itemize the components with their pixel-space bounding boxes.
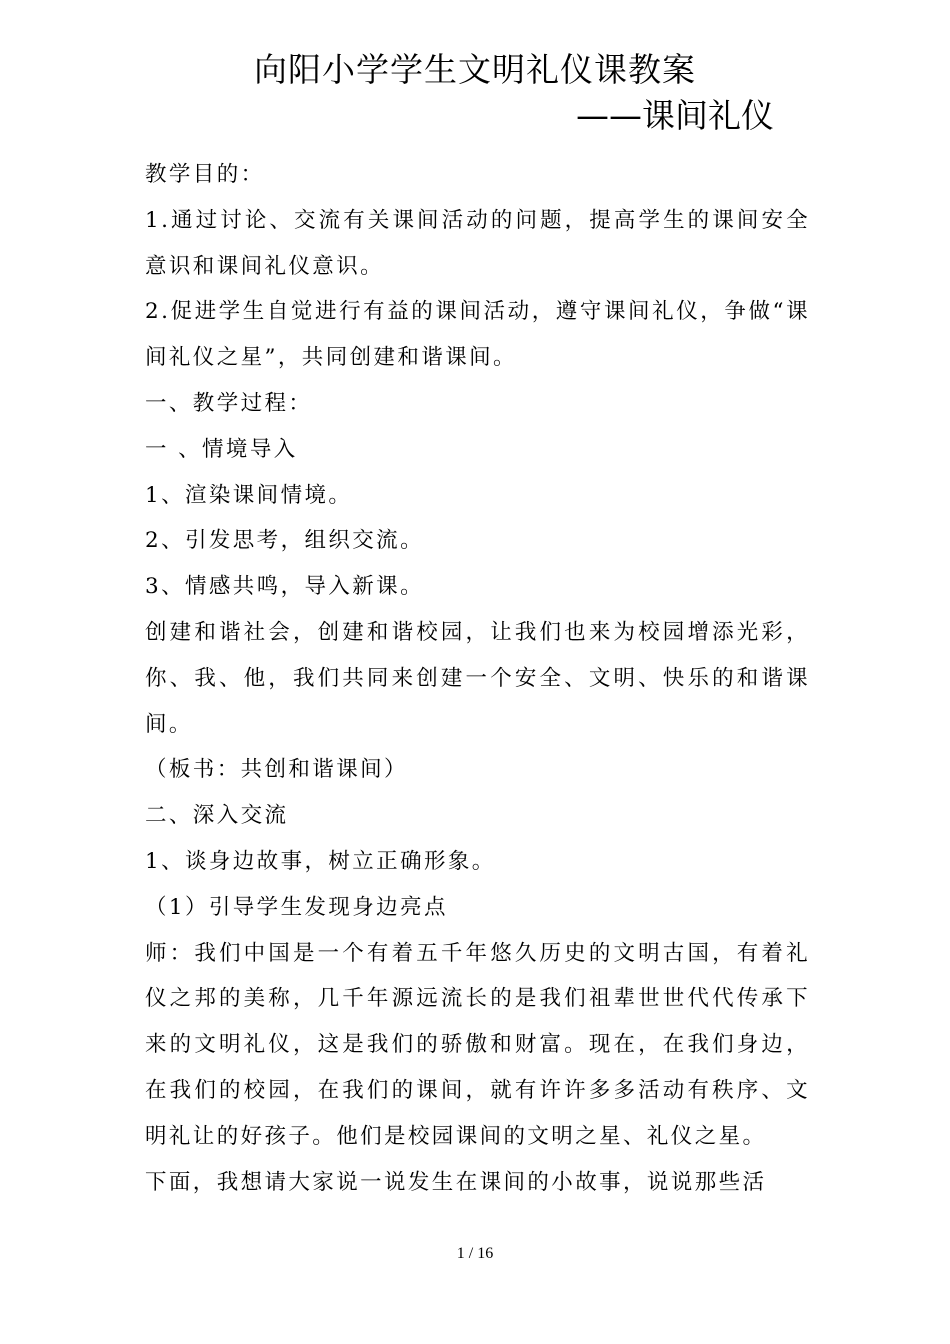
document-subtitle: ——课间礼仪 xyxy=(576,96,774,135)
page-indicator: 1 / 16 xyxy=(456,1245,494,1262)
paragraph: 2、引发思考，组织交流。 xyxy=(145,528,424,554)
paragraph: 师：我们中国是一个有着五千年悠久历史的文明古国，有着礼仪之邦的美称，几千年源远流长的是我们祖辈世世代代传承下来的文明礼仪，这是我们的骄傲和财富。现在，在我们身边，在我们的校园，在我们的课间，就有许许多多活动有秩序、文明礼让的好孩子。他们是校园课间的文明之星、礼仪之星。 xyxy=(145,940,810,1149)
paragraph: 一 、情境导入 xyxy=(145,436,298,462)
paragraph: （1）引导学生发现身边亮点 xyxy=(145,894,448,920)
paragraph: 1、谈身边故事，树立正确形象。 xyxy=(145,848,496,874)
paragraph: 创建和谐社会，创建和谐校园，让我们也来为校园增添光彩，你、我、他，我们共同来创建一个安全、文明、快乐的和谐课间。 xyxy=(145,619,810,737)
paragraph: 下面，我想请大家说一说发生在课间的小故事，说说那些活 xyxy=(145,1169,767,1195)
paragraph: （板书：共创和谐课间） xyxy=(145,757,408,783)
paragraph: 一、教学过程： xyxy=(145,390,313,416)
paragraph: 3、情感共鸣，导入新课。 xyxy=(145,574,424,600)
document-title: 向阳小学学生文明礼仪课教案 xyxy=(254,50,696,89)
document-body xyxy=(145,152,810,1205)
paragraph: 1、渲染课间情境。 xyxy=(145,482,353,508)
paragraph: 二、深入交流 xyxy=(145,803,289,829)
paragraph: 1.通过讨论、交流有关课间活动的问题，提高学生的课间安全意识和课间礼仪意识。 xyxy=(145,207,810,279)
paragraph: 2.促进学生自觉进行有益的课间活动，遵守课间礼仪，争做“课间礼仪之星”，共同创建和谐课间。 xyxy=(145,299,810,371)
paragraph: 教学目的： xyxy=(145,162,265,187)
